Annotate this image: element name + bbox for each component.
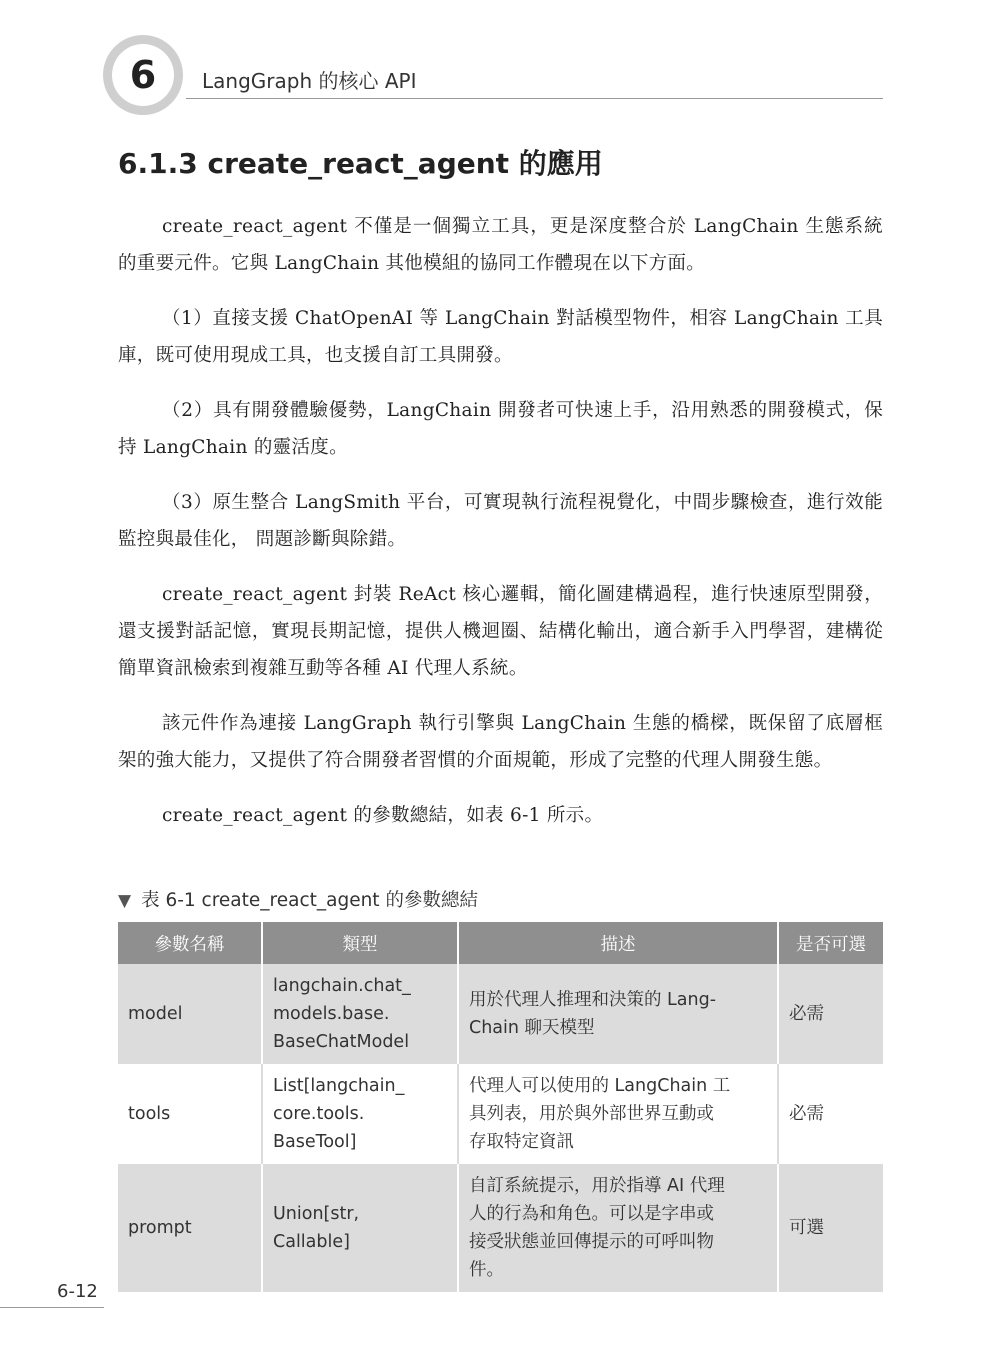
type-line: List[langchain_ <box>273 1076 405 1096</box>
cell-param-type <box>262 964 458 1064</box>
table-row <box>118 1164 883 1292</box>
cell-param-name: prompt <box>118 1164 262 1292</box>
cell-param-optional: 可選 <box>778 1164 883 1292</box>
description-line: 用於代理人推理和決策的 Lang- <box>469 990 717 1010</box>
table-row <box>118 964 883 1064</box>
table-caption-text: 表 6-1 create_react_agent 的參數總結 <box>141 890 478 911</box>
header-cell-type: 類型 <box>262 922 458 964</box>
type-line: BaseTool] <box>273 1132 357 1152</box>
page-number: 6-12 <box>57 1281 98 1302</box>
description-line: 接受狀態並回傳提示的可呼叫物 <box>469 1232 714 1252</box>
paragraph-summary: create_react_agent 封裝 ReAct 核心邏輯，簡化圖建構過程，進行快速原型開發，還支援對話記憶，實現長期記憶，提供人機迴圈、結構化輸出，適合新手入門學習，建構從簡單資訊檢索到複雜互動等各種 AI 代理人系統。 <box>118 584 883 679</box>
type-line: langchain.chat_ <box>273 976 411 996</box>
description-line: 自訂系統提示，用於指導 AI 代理 <box>469 1176 725 1196</box>
header-cell-name: 參數名稱 <box>118 922 262 964</box>
type-line: core.tools. <box>273 1104 365 1124</box>
type-line: models.base. <box>273 1004 390 1024</box>
paragraph-intro: create_react_agent 不僅是一個獨立工具，更是深度整合於 LangChain 生態系統的重要元件。它與 LangChain 其他模組的協同工作體現在以下方面。 <box>118 216 883 274</box>
section-title: 6.1.3 create_react_agent 的應用 <box>118 147 603 180</box>
type-line: Callable] <box>273 1232 350 1252</box>
triangle-down-icon: ▼ <box>118 891 132 911</box>
cell-param-name: model <box>118 964 262 1064</box>
chapter-number: 6 <box>112 44 174 106</box>
cell-param-description <box>458 1064 778 1164</box>
chapter-number-badge <box>103 35 183 115</box>
paragraph-table-ref: create_react_agent 的參數總結，如表 6-1 所示。 <box>162 805 604 826</box>
description-line: 人的行為和角色。可以是字串或 <box>469 1204 714 1224</box>
footer-divider <box>0 1307 104 1308</box>
table-row <box>118 1064 883 1164</box>
cell-param-type <box>262 1064 458 1164</box>
cell-param-name: tools <box>118 1064 262 1164</box>
description-line: 件。 <box>469 1260 504 1280</box>
description-line: 存取特定資訊 <box>469 1132 574 1152</box>
description-line: 代理人可以使用的 LangChain 工 <box>469 1076 731 1096</box>
description-line: 具列表，用於與外部世界互動或 <box>469 1104 714 1124</box>
type-line: Union[str, <box>273 1204 360 1224</box>
parameter-table <box>118 922 883 1292</box>
header-cell-optional: 是否可選 <box>778 922 883 964</box>
paragraph-point-1: （1）直接支援 ChatOpenAI 等 LangChain 對話模型物件，相容 LangChain 工具庫，既可使用現成工具，也支援自訂工具開發。 <box>118 308 883 366</box>
chapter-title: LangGraph 的核心 API <box>202 69 417 93</box>
paragraph-bridge: 該元件作為連接 LangGraph 執行引擎與 LangChain 生態的橋樑，既保留了底層框架的強大能力，又提供了符合開發者習慣的介面規範，形成了完整的代理人開發生態。 <box>118 713 883 771</box>
cell-param-type <box>262 1164 458 1292</box>
header-divider <box>186 98 883 99</box>
type-line: BaseChatModel <box>273 1032 410 1052</box>
description-line: Chain 聊天模型 <box>469 1018 595 1038</box>
paragraph-point-2: （2）具有開發體驗優勢，LangChain 開發者可快速上手，沿用熟悉的開發模式，保持 LangChain 的靈活度。 <box>118 400 883 458</box>
cell-param-optional: 必需 <box>778 964 883 1064</box>
header-cell-description: 描述 <box>458 922 778 964</box>
body-text <box>118 208 883 852</box>
cell-param-optional: 必需 <box>778 1064 883 1164</box>
cell-param-description <box>458 1164 778 1292</box>
paragraph-point-3: （3）原生整合 LangSmith 平台，可實現執行流程視覺化，中間步驟檢查，進行效能監控與最佳化， 問題診斷與除錯。 <box>118 492 883 550</box>
table-header-row <box>118 922 883 964</box>
cell-param-description <box>458 964 778 1064</box>
table-caption <box>118 886 478 912</box>
